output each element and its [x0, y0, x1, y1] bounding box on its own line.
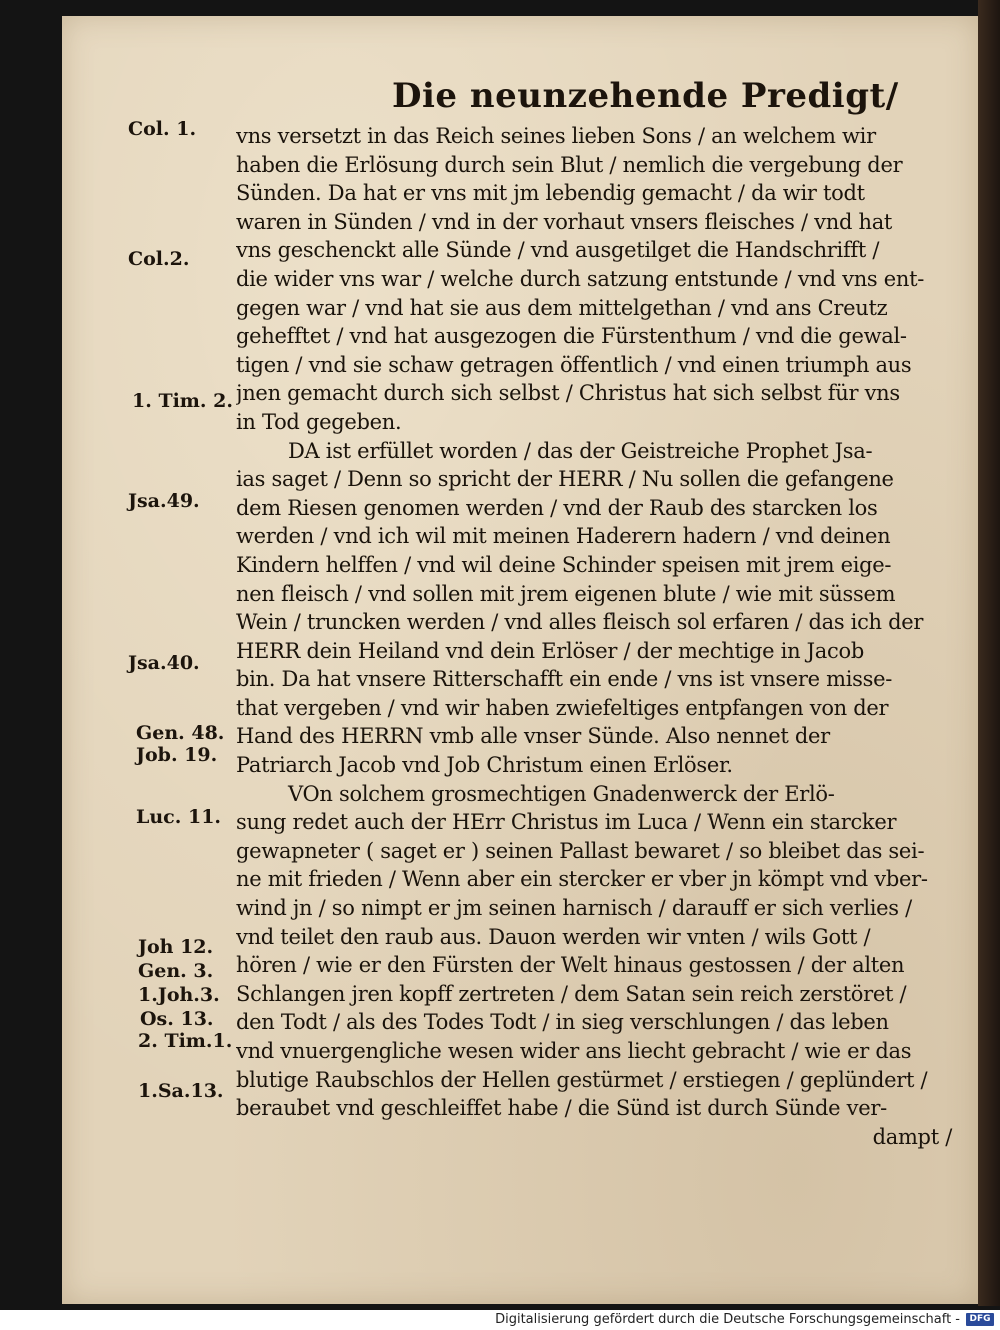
text-line: Hand des HERRN vmb alle vnser Sünde. Also nennet der	[236, 724, 830, 749]
text-line: hören / wie er den Fürsten der Welt hinaus gestossen / der alten	[236, 953, 905, 978]
body-text	[236, 122, 966, 1151]
text-line: vnd teilet den raub aus. Dauon werden wir vnten / wils Gott /	[236, 924, 871, 949]
text-line: HERR dein Heiland vnd dein Erlöser / der mechtige in Jacob	[236, 638, 864, 663]
text-line: vns geschenckt alle Sünde / vnd ausgetilget die Handschrifft /	[236, 238, 880, 263]
text-line: vnd vnuergengliche wesen wider ans liecht gebracht / wie er das	[236, 1039, 912, 1063]
text-line: nen fleisch / vnd sollen mit jrem eigenen blute / wie mit süssem	[236, 581, 896, 606]
text-line: den Todt / als des Todes Todt / in sieg verschlungen / das leben	[236, 1010, 889, 1035]
margin-note: Gen. 48.	[136, 722, 225, 744]
text-line: gegen war / vnd hat sie aus dem mittelgethan / vnd ans Creutz	[236, 295, 888, 320]
text-line: ne mit frieden / Wenn aber ein stercker er vber jn kömpt vnd vber-	[236, 867, 928, 892]
text-line: dem Riesen genomen werden / vnd der Raub des starcken los	[236, 495, 878, 520]
margin-note: Jsa.49.	[128, 490, 200, 512]
text-line: sung redet auch der HErr Christus im Luca / Wenn ein starcker	[236, 810, 897, 835]
margin-note: Gen. 3.	[138, 960, 214, 982]
margin-note: Job. 19.	[136, 744, 218, 766]
text-line: gewapneter ( saget er ) seinen Pallast bewaret / so bleibet das sei-	[236, 838, 925, 863]
text-line: gehefftet / vnd hat ausgezogen die Fürstenthum / vnd die gewal-	[236, 324, 907, 349]
margin-note: Os. 13.	[140, 1008, 214, 1030]
text-line: Wein / truncken werden / vnd alles fleisch sol erfaren / das ich der	[236, 610, 924, 635]
text-line: Sünden. Da hat er vns mit jm lebendig gemacht / da wir todt	[236, 181, 865, 206]
margin-note: 1.Sa.13.	[138, 1080, 224, 1102]
text-line: werden / vnd ich wil mit meinen Haderern hadern / vnd deinen	[236, 524, 891, 549]
text-line: beraubet vnd geschleiffet habe / die Sünd ist durch Sünde ver-	[236, 1096, 887, 1121]
paragraph-start: VOn solchem grosmechtigen Gnadenwerck der Erlö-	[288, 781, 835, 806]
dfg-logo-icon: DFG	[966, 1313, 994, 1326]
margin-note: Joh 12.	[138, 936, 214, 958]
text-line: bin. Da hat vnsere Ritterschafft ein ende / vns ist vnsere misse-	[236, 667, 893, 692]
page-edge	[978, 0, 1000, 1306]
text-line: jnen gemacht durch sich selbst / Christus hat sich selbst für vns	[236, 381, 900, 406]
margin-note: Luc. 11.	[136, 806, 222, 828]
page-heading: Die neunzehende Predigt/	[392, 76, 899, 116]
funding-note: Digitalisierung gefördert durch die Deutsche Forschungsgemeinschaft -	[495, 1312, 960, 1327]
text-line: ias saget / Denn so spricht der HERR / Nu sollen die gefangene	[236, 467, 894, 492]
margin-note: Col. 1.	[128, 118, 197, 140]
margin-note: 1. Tim. 2.	[132, 390, 233, 412]
text-line: blutige Raubschlos der Hellen gestürmet / erstiegen / geplündert /	[236, 1067, 928, 1092]
paragraph-start: DA ist erfüllet worden / das der Geistreiche Prophet Jsa-	[288, 438, 873, 463]
text-line: tigen / vnd sie schaw getragen öffentlich / vnd einen triumph aus	[236, 352, 912, 377]
text-line: in Tod gegeben.	[236, 409, 402, 434]
text-line: haben die Erlösung durch sein Blut / nemlich die vergebung der	[236, 152, 903, 177]
text-line: that vergeben / vnd wir haben zwiefeltiges entpfangen von der	[236, 695, 889, 720]
text-line: die wider vns war / welche durch satzung entstunde / vnd vns ent-	[236, 266, 925, 291]
margin-note: Jsa.40.	[128, 652, 200, 674]
text-line: vns versetzt in das Reich seines lieben Sons / an welchem wir	[236, 124, 876, 148]
text-line: Patriarch Jacob vnd Job Christum einen Erlöser.	[236, 753, 733, 778]
catchword: dampt /	[872, 1124, 952, 1149]
margin-note: 2. Tim.1.	[138, 1030, 233, 1052]
text-line: wind jn / so nimpt er jm seinen harnisch / darauff er sich verlies /	[236, 896, 912, 921]
footer-bar	[0, 1310, 1000, 1330]
margin-note: 1.Joh.3.	[138, 984, 220, 1006]
text-line: waren in Sünden / vnd in der vorhaut vnsers fleisches / vnd hat	[236, 209, 893, 234]
text-line: Kindern helffen / vnd wil deine Schinder speisen mit jrem eige-	[236, 552, 892, 577]
text-line: Schlangen jren kopff zertreten / dem Satan sein reich zerstöret /	[236, 981, 907, 1006]
margin-note: Col.2.	[128, 248, 190, 270]
